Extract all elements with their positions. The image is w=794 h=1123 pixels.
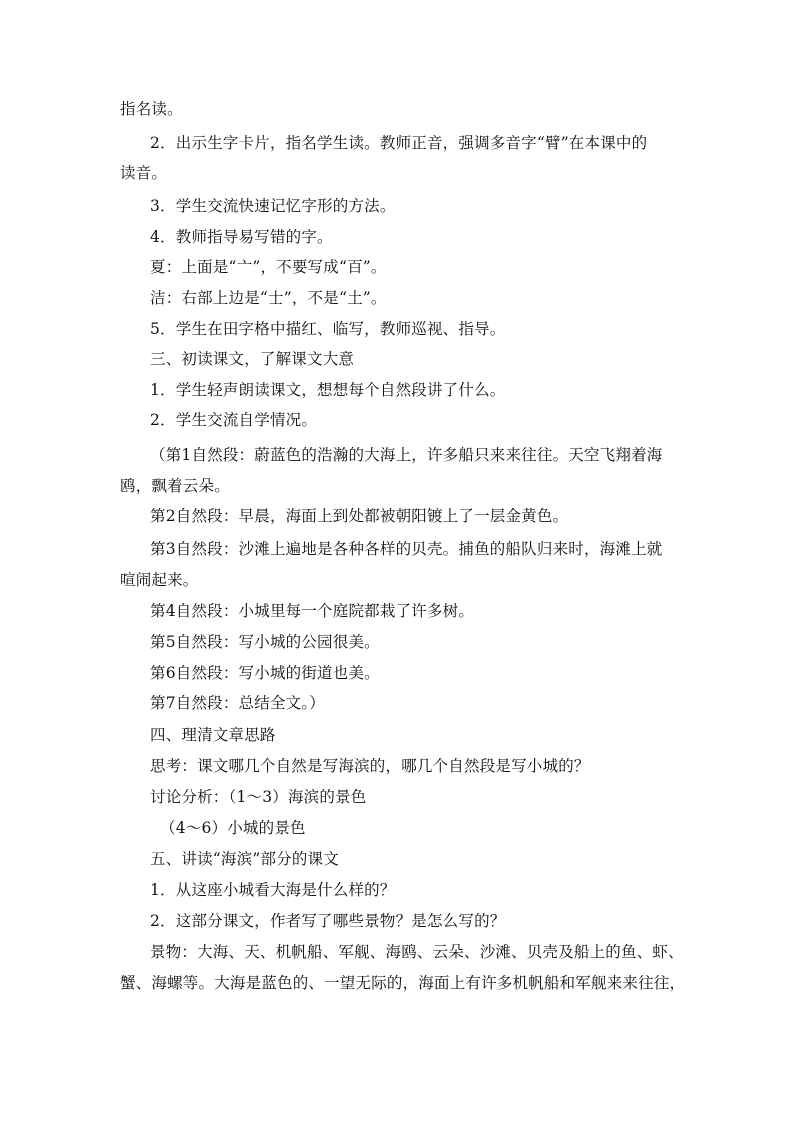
text-line: （第1自然段：蔚蓝色的浩瀚的大海上，许多船只来来往往。天空飞翔着海 bbox=[150, 446, 663, 464]
text-line: 第6自然段：写小城的街道也美。 bbox=[150, 664, 380, 682]
section-heading: 五、讲读“海滨”部分的课文 bbox=[150, 850, 339, 868]
text-line: 2．学生交流自学情况。 bbox=[150, 411, 318, 429]
section-heading: 三、初读课文，了解课文大意 bbox=[150, 350, 355, 368]
text-line: 5．学生在田字格中描红、临写，教师巡视、指导。 bbox=[150, 320, 506, 338]
text-line: 洁：右部上边是“士”，不是“土”。 bbox=[150, 289, 387, 307]
text-line: 4．教师指导易写错的字。 bbox=[150, 228, 333, 246]
text-line: 1．从这座小城看大海是什么样的？ bbox=[150, 881, 396, 899]
text-line: 3．学生交流快速记忆字形的方法。 bbox=[150, 197, 396, 215]
text-line: 喧闹起来。 bbox=[120, 571, 199, 589]
text-line: 读音。 bbox=[120, 164, 168, 182]
text-line: （4～6）小城的景色 bbox=[160, 819, 306, 837]
text-line: 第3自然段：沙滩上遍地是各种各样的贝壳。捕鱼的船队归来时，海滩上就 bbox=[150, 540, 663, 558]
text-line: 2．出示生字卡片，指名学生读。教师正音，强调多音字“臂”在本课中的 bbox=[150, 134, 648, 152]
text-line: 鸥，飘着云朵。 bbox=[120, 477, 230, 495]
text-line: 指名读。 bbox=[120, 100, 183, 118]
text-line: 第5自然段：写小城的公园很美。 bbox=[150, 633, 380, 651]
text-line: 思考：课文哪几个自然是写海滨的，哪几个自然段是写小城的？ bbox=[150, 757, 590, 775]
text-line: 第2自然段：早晨，海面上到处都被朝阳镀上了一层金黄色。 bbox=[150, 507, 569, 525]
section-heading: 四、理清文章思路 bbox=[150, 726, 276, 744]
text-line: 讨论分析：（1～3）海滨的景色 bbox=[150, 788, 367, 806]
text-line: 2．这部分课文，作者写了哪些景物？是怎么写的？ bbox=[150, 912, 506, 930]
text-line: 夏：上面是“亠”，不要写成“百”。 bbox=[150, 258, 387, 276]
text-line: 景物：大海、天、机帆船、军舰、海鸥、云朵、沙滩、贝壳及船上的鱼、虾、 bbox=[150, 943, 684, 961]
text-line: 第4自然段：小城里每一个庭院都栽了许多树。 bbox=[150, 602, 475, 620]
text-line: 1．学生轻声朗读课文，想想每个自然段讲了什么。 bbox=[150, 381, 506, 399]
text-line: 第7自然段：总结全文。） bbox=[150, 694, 326, 712]
text-line: 蟹、海螺等。大海是蓝色的、一望无际的，海面上有许多机帆船和军舰来来往往， bbox=[120, 974, 686, 992]
